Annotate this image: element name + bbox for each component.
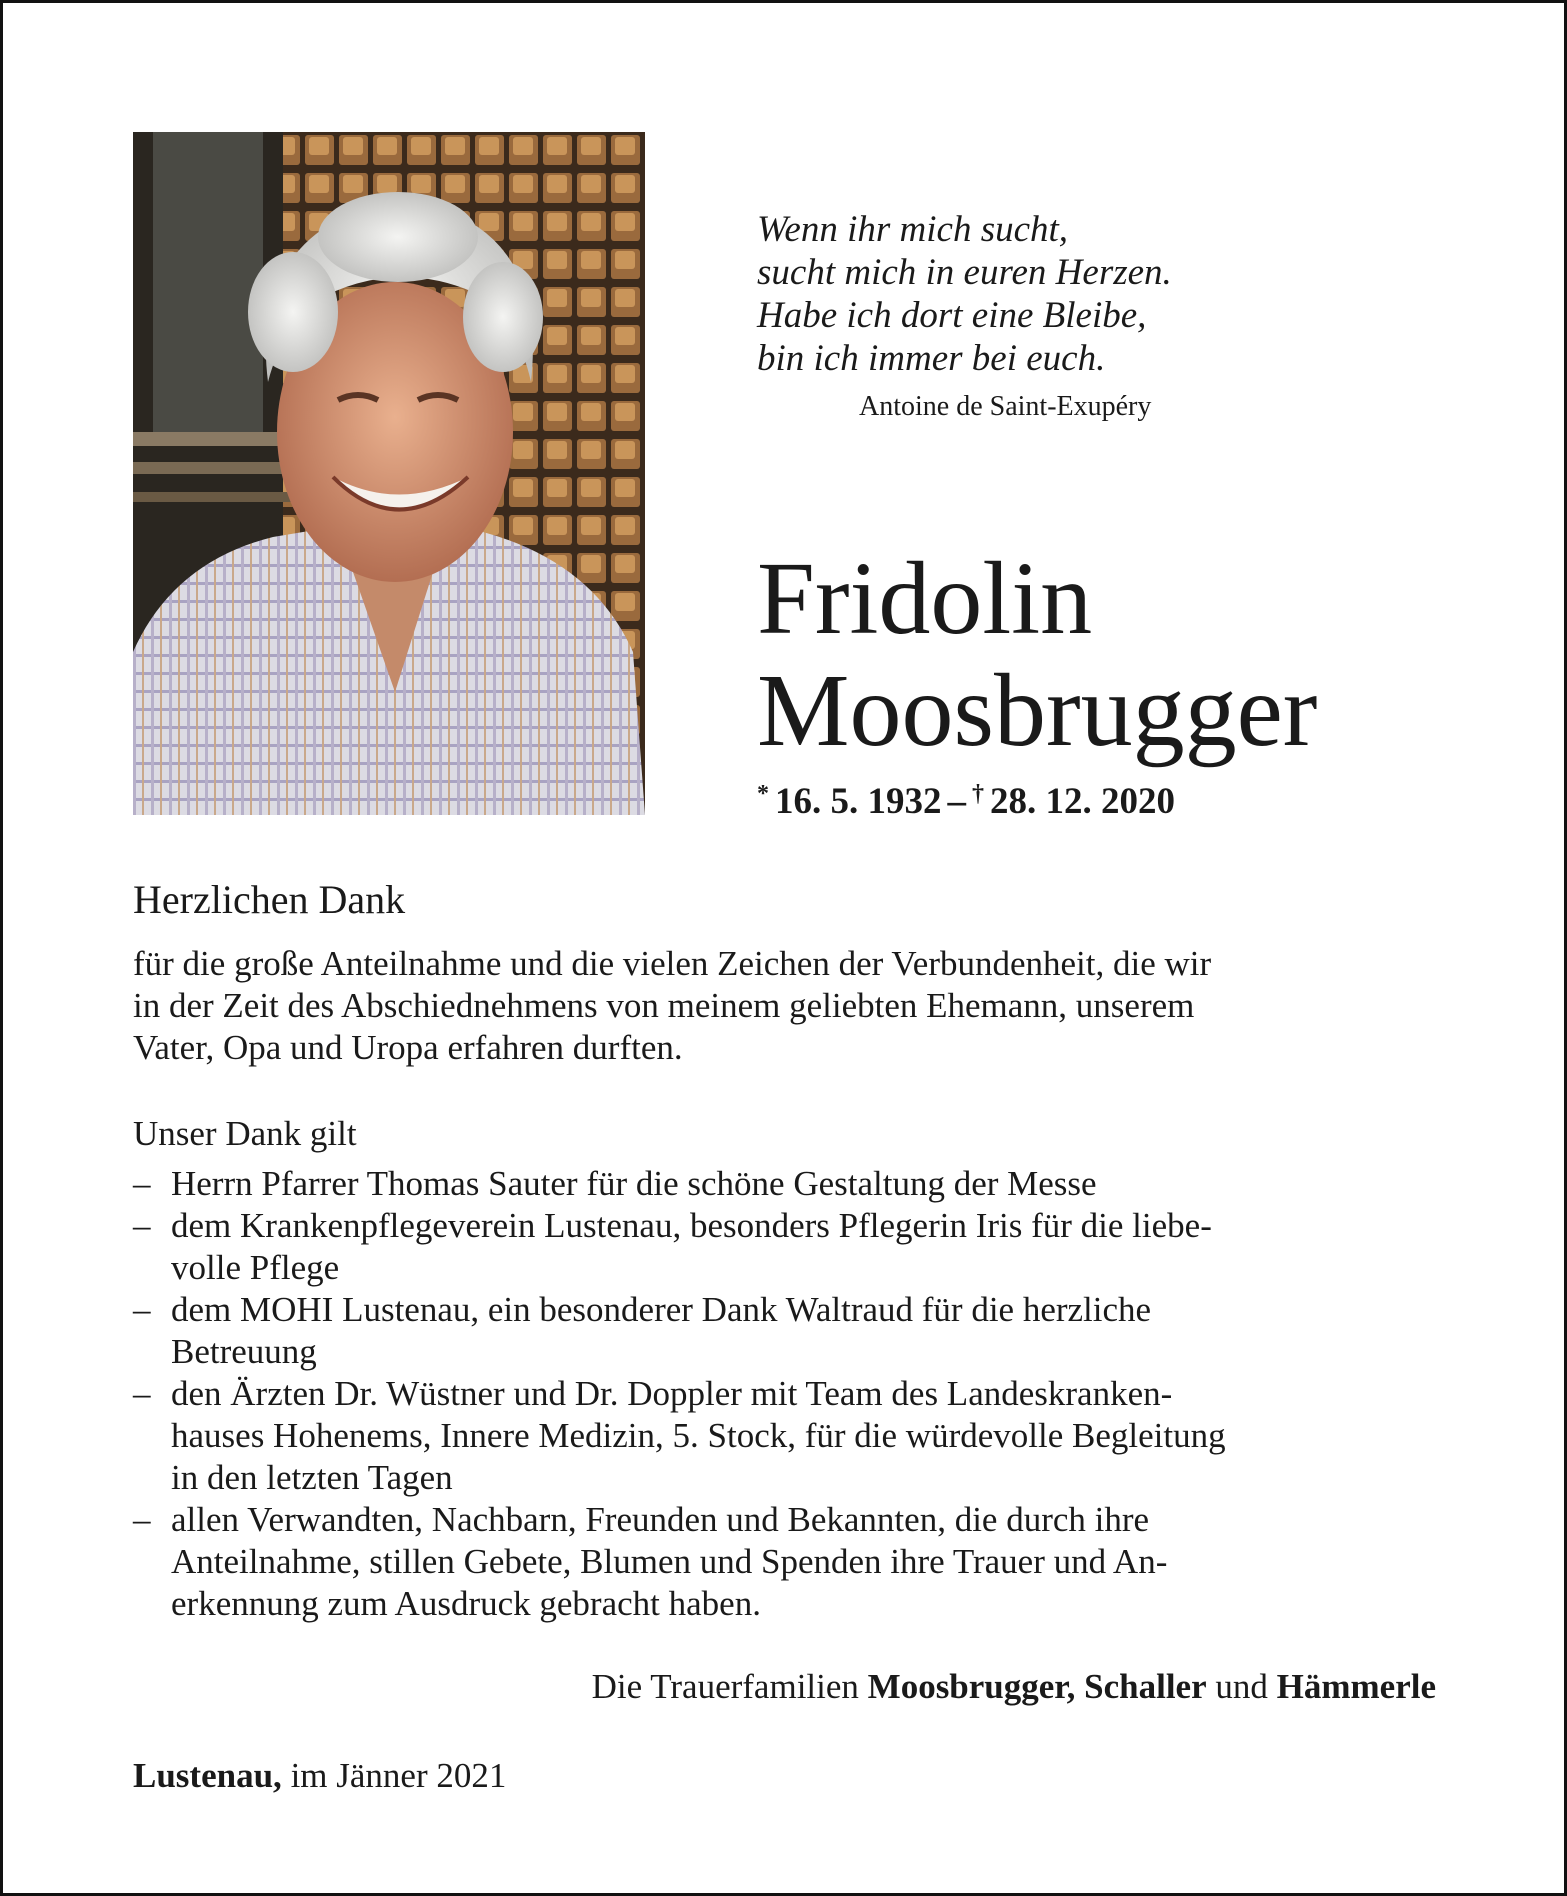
last-name: Moosbrugger xyxy=(757,653,1318,768)
life-dates xyxy=(757,780,1175,823)
deceased-name xyxy=(757,543,1317,767)
portrait-image xyxy=(133,132,645,815)
death-date: 28. 12. 2020 xyxy=(990,781,1175,822)
list-item-line: Herrn Pfarrer Thomas Sauter für die schöne Gestaltung der Messe xyxy=(171,1164,1097,1203)
list-item-line: volle Pflege xyxy=(171,1248,340,1287)
bullet-dash: – xyxy=(133,1290,151,1329)
death-symbol: † xyxy=(972,781,984,807)
list-item-line: dem MOHI Lustenau, ein besonderer Dank Waltraud für die herzliche xyxy=(171,1290,1152,1329)
birth-symbol: * xyxy=(757,781,769,807)
family-name: Hämmerle xyxy=(1276,1667,1436,1706)
list-item-line: Anteilnahme, stillen Gebete, Blumen und Spenden ihre Trauer und An- xyxy=(171,1542,1168,1581)
list-item-line: in den letzten Tagen xyxy=(171,1458,453,1497)
place-name: Lustenau, xyxy=(133,1756,282,1795)
bullet-dash: – xyxy=(133,1206,151,1245)
list-item-line: hauses Hohenems, Innere Medizin, 5. Stock, für die würdevolle Begleitung xyxy=(171,1416,1226,1455)
intro-line: in der Zeit des Abschiednehmens von meinem geliebten Ehemann, unserem xyxy=(133,986,1195,1025)
list-item-line: allen Verwandten, Nachbarn, Freunden und Bekannten, die durch ihre xyxy=(171,1500,1150,1539)
family-name: Moosbrugger, xyxy=(867,1667,1076,1706)
list-intro: Unser Dank gilt xyxy=(133,1114,357,1153)
list-item-line: den Ärzten Dr. Wüstner und Dr. Doppler mit Team des Landeskranken- xyxy=(171,1374,1173,1413)
date-separator: – xyxy=(947,781,966,822)
signature-prefix: Die Trauerfamilien xyxy=(591,1667,859,1706)
signature-conjunction: und xyxy=(1215,1667,1268,1706)
list-item-line: dem Krankenpflegeverein Lustenau, besonders Pflegerin Iris für die liebe- xyxy=(171,1206,1212,1245)
family-name: Schaller xyxy=(1084,1667,1207,1706)
list-item-line: Betreuung xyxy=(171,1332,317,1371)
intro-line: Vater, Opa und Uropa erfahren durften. xyxy=(133,1028,683,1067)
list-item xyxy=(133,1373,1441,1499)
intro-line: für die große Anteilnahme und die vielen Zeichen der Verbundenheit, die wir xyxy=(133,944,1212,983)
family-signature xyxy=(592,1667,1436,1707)
quote-line: Habe ich dort eine Bleibe, xyxy=(757,295,1147,336)
memorial-quote xyxy=(757,208,1457,380)
list-item-line: erkennung zum Ausdruck gebracht haben. xyxy=(171,1584,761,1623)
thanks-intro xyxy=(133,943,1441,1069)
place-and-date xyxy=(133,1756,506,1796)
quote-line: sucht mich in euren Herzen. xyxy=(757,252,1172,293)
list-item xyxy=(133,1205,1441,1289)
birth-date: 16. 5. 1932 xyxy=(775,781,942,822)
bullet-dash: – xyxy=(133,1374,151,1413)
list-item xyxy=(133,1163,1441,1205)
list-item xyxy=(133,1499,1441,1625)
bullet-dash: – xyxy=(133,1164,151,1203)
date-text: im Jänner 2021 xyxy=(290,1756,507,1795)
thanks-heading: Herzlichen Dank xyxy=(133,877,406,922)
first-name: Fridolin xyxy=(757,541,1093,656)
quote-line: bin ich immer bei euch. xyxy=(757,338,1106,379)
quote-line: Wenn ihr mich sucht, xyxy=(757,209,1069,250)
bullet-dash: – xyxy=(133,1500,151,1539)
list-item xyxy=(133,1289,1441,1373)
quote-author: Antoine de Saint-Exupéry xyxy=(859,391,1152,422)
portrait-photo xyxy=(133,132,645,815)
thanks-list xyxy=(133,1163,1441,1625)
